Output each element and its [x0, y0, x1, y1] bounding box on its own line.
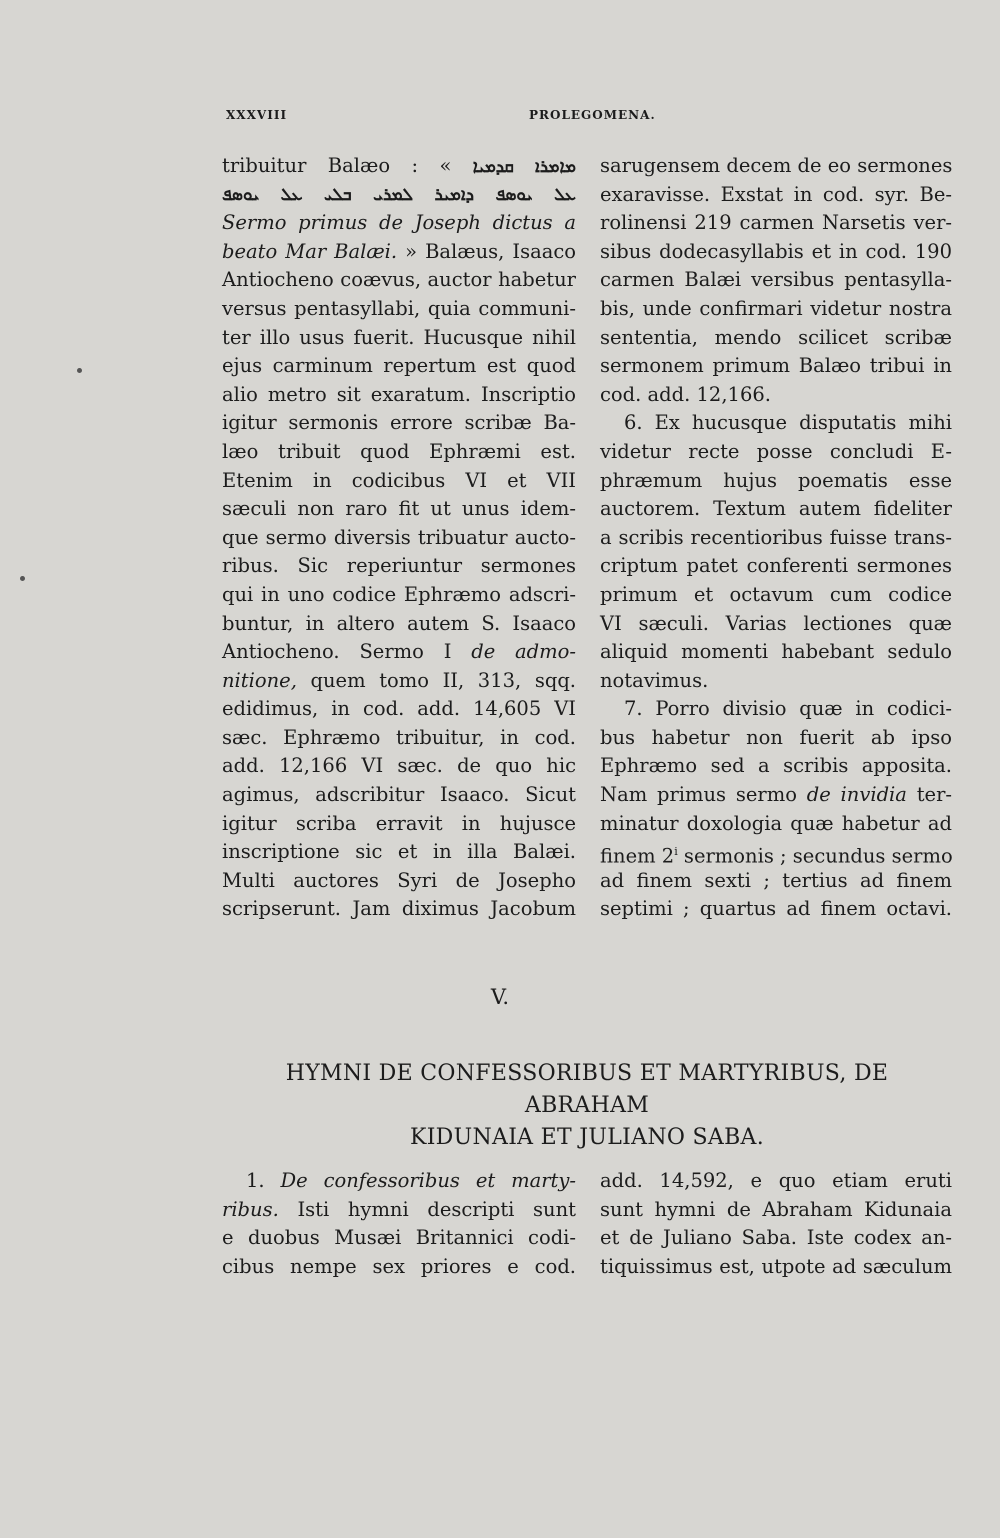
text-line: que sermo diversis tribuatur aucto- [222, 525, 576, 549]
text-line: versus pentasyllabi, quia communi- [222, 296, 576, 320]
text-line: nitione, quem tomo II, 313, sqq. [222, 668, 576, 692]
text-line: buntur, in altero autem S. Isaaco [222, 611, 576, 635]
text-line: Antiocheno. Sermo I de admo- [222, 640, 576, 664]
text-line: beato Mar Balæi. » Balæus, Isaaco [222, 239, 576, 263]
section-numeral: V. [490, 985, 510, 1009]
section-title-line: HYMNI DE CONFESSORIBUS ET MARTYRIBUS, DE ABRAHAM [285, 1061, 889, 1118]
ink-speck [20, 576, 25, 581]
section-title-line: KIDUNAIA ET JULIANO SABA. [409, 1125, 765, 1150]
text-line: primum et octavum cum codice [600, 582, 952, 606]
text-line: sunt hymni de Abraham Kidunaia [600, 1197, 952, 1221]
text-line: add. 12,166 VI sæc. de quo hic [222, 754, 576, 778]
left-column [222, 152, 576, 924]
text-line: sermonem primum Balæo tribui in [600, 354, 952, 378]
text-line: Ephræmo sed a scribis apposita. [600, 754, 952, 778]
text-line: phræmum hujus poematis esse [600, 468, 952, 492]
text-line: finem 2$^i$ sermonis ; secundus sermo [600, 844, 953, 868]
text-line: notavimus. [600, 668, 709, 692]
text-line: auctorem. Textum autem fideliter [600, 497, 952, 521]
text-line: igitur sermonis errore scribæ Ba- [222, 411, 576, 435]
text-line: septimi ; quartus ad finem octavi. [600, 897, 952, 921]
text-line: carmen Balæi versibus pentasylla- [600, 268, 952, 292]
text-line: ribus. Isti hymni descripti sunt [222, 1197, 577, 1221]
text-line: aliquid momenti habebant sedulo [600, 640, 952, 664]
text-line: add. 14,592, e quo etiam eruti [600, 1169, 952, 1192]
running-title: PROLEGOMENA. [529, 108, 656, 122]
right-column [600, 152, 952, 924]
text-line: bis, unde confirmari videtur nostra [600, 296, 952, 320]
bottom-right-column [600, 1167, 952, 1281]
text-line: VI sæculi. Varias lectiones quæ [600, 611, 952, 635]
text-line: 6. Ex hucusque disputatis mihi [624, 411, 952, 435]
text-line: Antiocheno coævus, auctor habetur [222, 268, 576, 292]
text-line: tribuitur Balæo : « ܡܐܡܪܐ ܩܕܡܝܐ [222, 154, 577, 177]
text-line: exaravisse. Exstat in cod. syr. Be- [600, 182, 952, 206]
syriac-text: ܡܐܡܪܐ ܩܕܡܝܐ [472, 157, 577, 177]
text-line: læo tribuit quod Ephræmi est. [222, 439, 576, 463]
text-line: Multi auctores Syri de Josepho [222, 868, 576, 892]
text-line: Etenim in codicibus VI et VII [222, 468, 576, 492]
text-line: ejus carminum repertum est quod [222, 354, 576, 378]
ink-speck [77, 368, 82, 373]
text-line: alio metro sit exaratum. Inscriptio [222, 382, 576, 406]
text-line: igitur scriba erravit in hujusce [222, 811, 576, 835]
section-title [222, 1058, 952, 1154]
text-line: rolinensi 219 carmen Narsetis ver- [600, 211, 952, 235]
text-line: Sermo primus de Joseph dictus a [222, 211, 576, 235]
text-line: qui in uno codice Ephræmo adscri- [222, 582, 576, 606]
syriac-line: ܥܠ ܝܘܣܦ ܕܐܡܝܪ ܠܡܪܝ ܒܠܝ ܥܠ ܝܘܣܦ [222, 184, 576, 205]
text-line: cod. add. 12,166. [600, 382, 771, 406]
text-line: ad finem sexti ; tertius ad finem [600, 868, 952, 892]
text-line: edidimus, in cod. add. 14,605 VI [222, 697, 576, 721]
bottom-left-column [222, 1167, 576, 1281]
text-line: sententia, mendo scilicet scribæ [600, 325, 952, 349]
text-line: ribus. Sic reperiuntur sermones [222, 554, 576, 578]
text-line: sibus dodecasyllabis et in cod. 190 [600, 239, 952, 263]
text-line: ter illo usus fuerit. Hucusque nihil [222, 325, 576, 349]
text-line: Nam primus sermo de invidia ter- [600, 783, 952, 807]
text-line: agimus, adscribitur Isaaco. Sicut [222, 783, 576, 807]
text-line: minatur doxologia quæ habetur ad [600, 811, 952, 835]
text-line: scripserunt. Jam diximus Jacobum [222, 897, 576, 921]
text-line: criptum patet conferenti sermones [600, 554, 952, 578]
text-line: inscriptione sic et in illa Balæi. [222, 840, 576, 864]
text-line: tiquissimus est, utpote ad sæculum [600, 1254, 952, 1278]
text-line: a scribis recentioribus fuisse trans- [600, 525, 952, 549]
text-line: 7. Porro divisio quæ in codici- [624, 697, 952, 721]
text-line: et de Juliano Saba. Iste codex an- [600, 1226, 952, 1250]
text-line: cibus nempe sex priores e cod. [222, 1254, 576, 1278]
text-line: e duobus Musæi Britannici codi- [222, 1226, 576, 1250]
text-line: bus habetur non fuerit ab ipso [600, 725, 952, 749]
text-line: sæculi non raro fit ut unus idem- [222, 497, 576, 521]
text-line: videtur recte posse concludi E- [600, 439, 952, 463]
page-number: XXXVIII [226, 108, 288, 122]
text-line: 1. De confessoribus et marty- [246, 1169, 576, 1192]
text-line: sarugensem decem de eo sermones [600, 154, 953, 177]
text-line: sæc. Ephræmo tribuitur, in cod. [222, 725, 576, 749]
